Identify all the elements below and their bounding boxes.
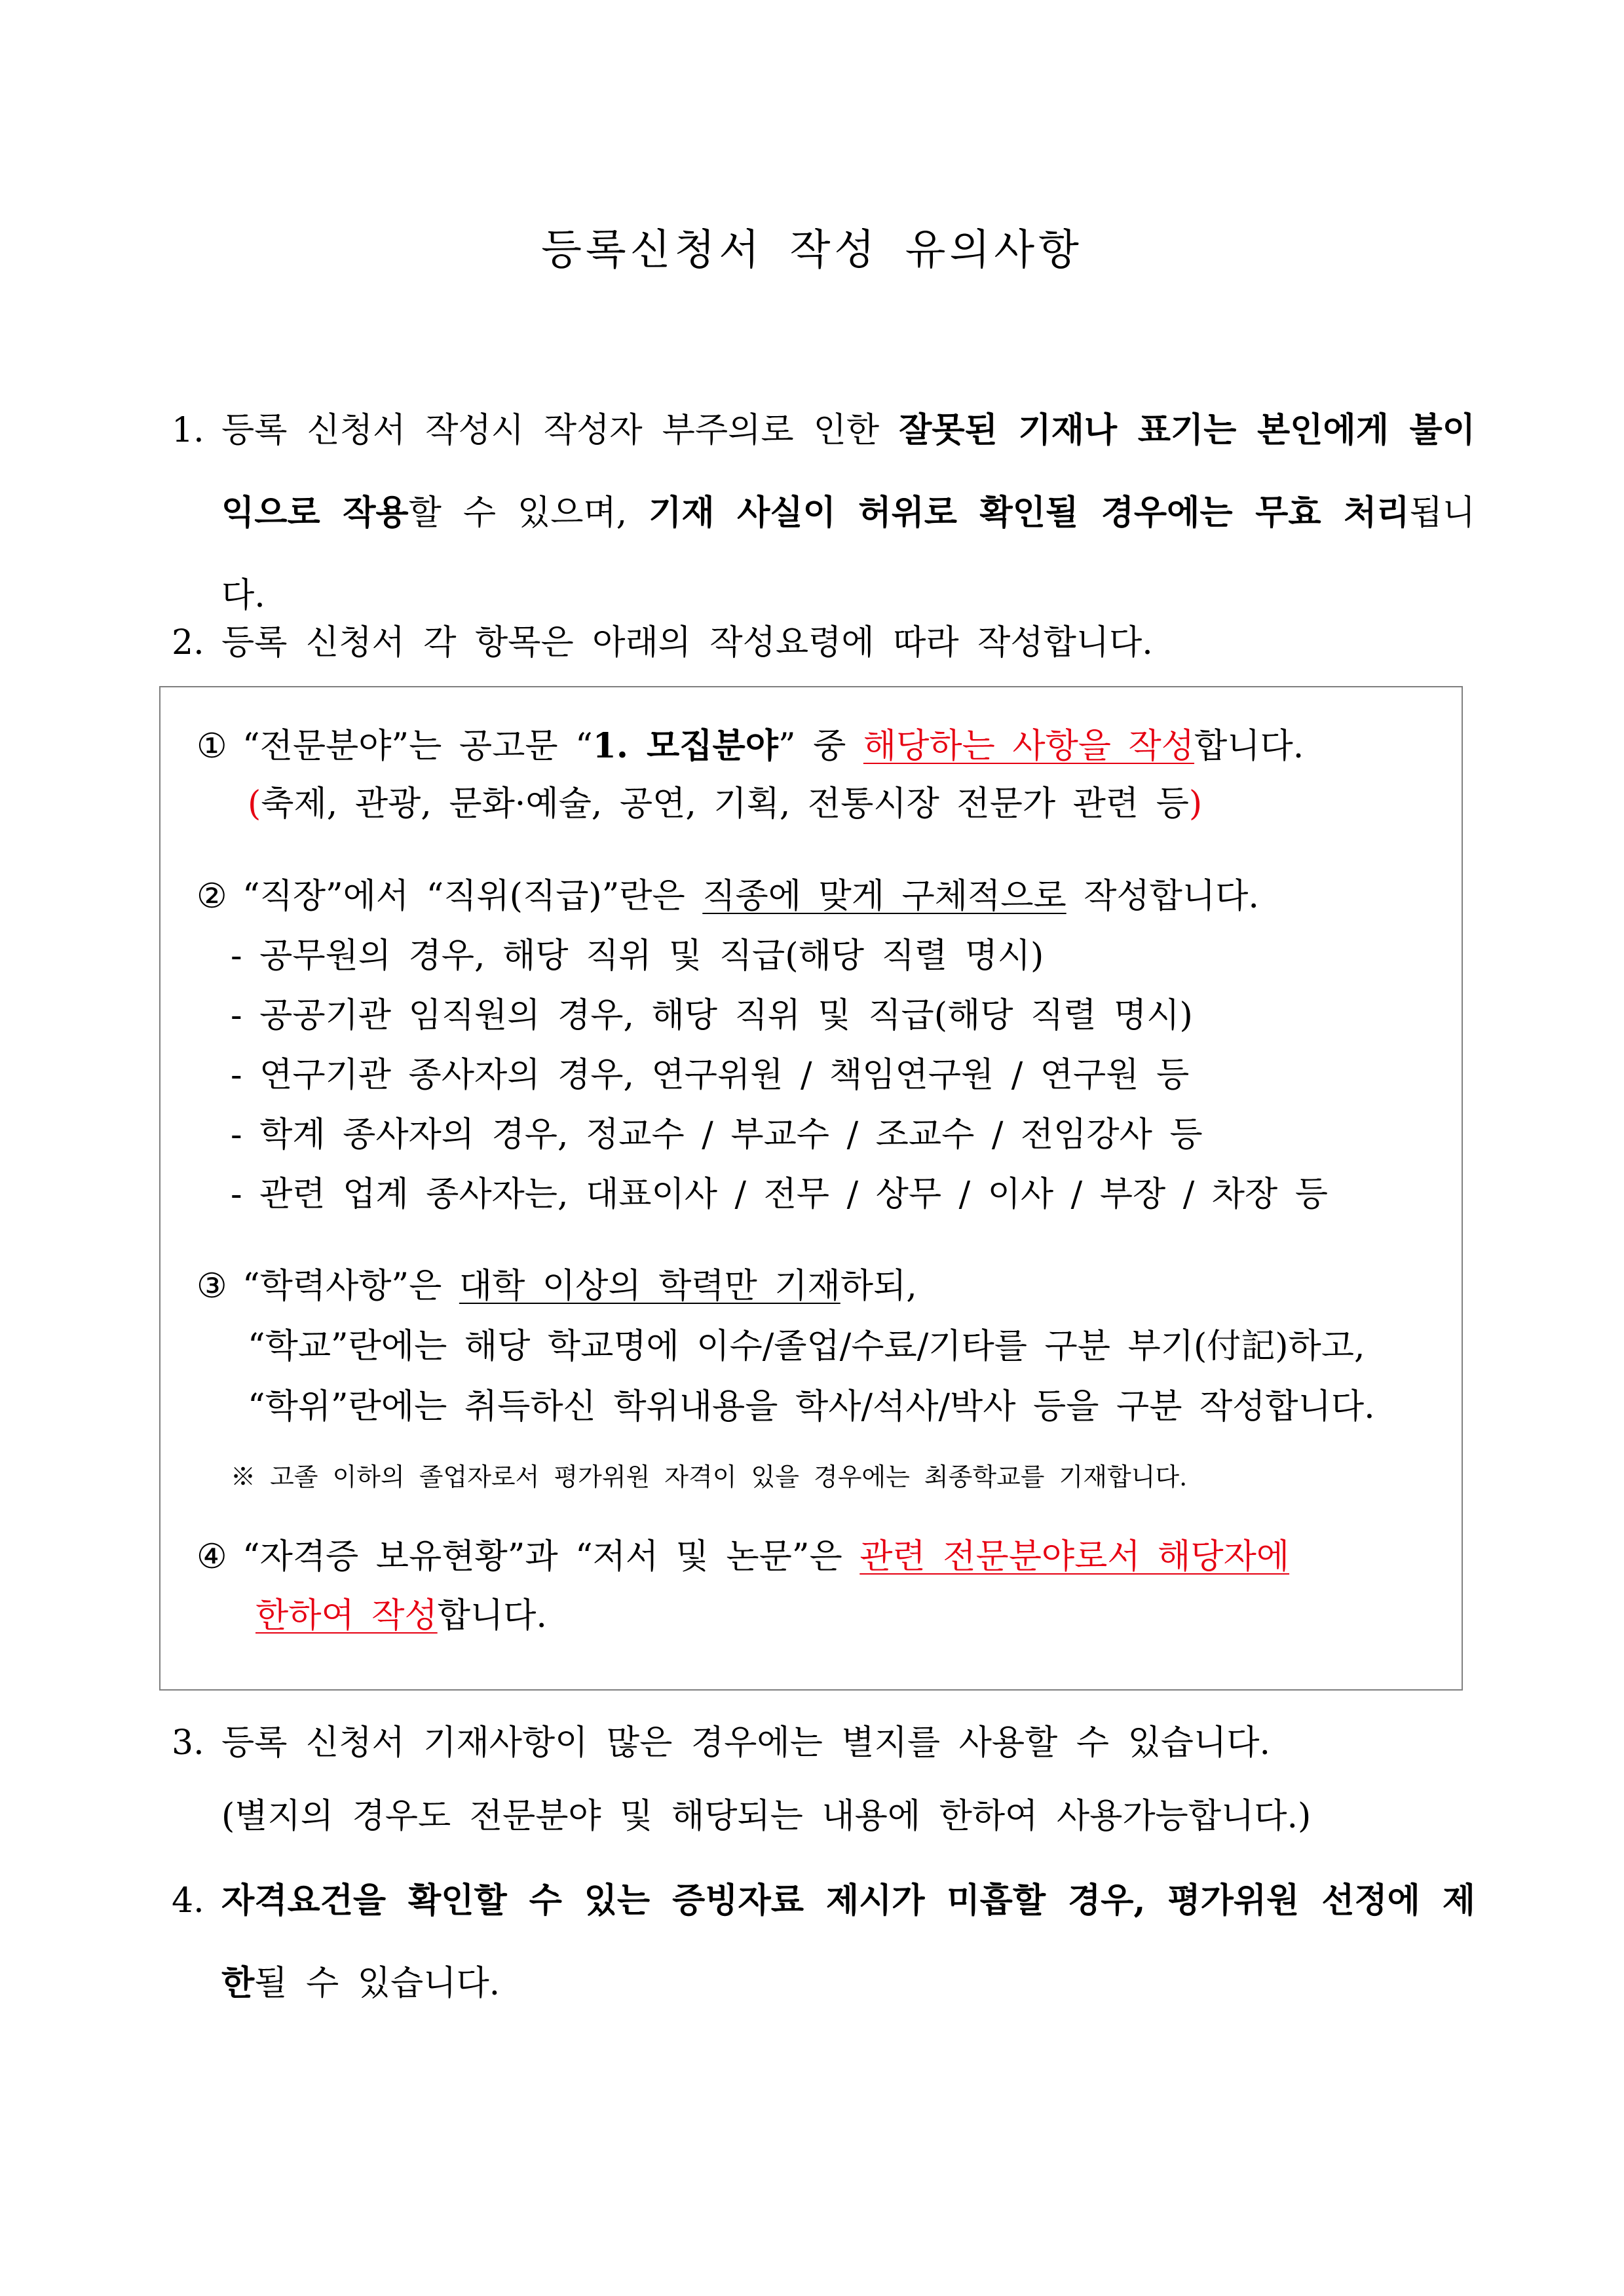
circled-number-1: ① — [197, 727, 227, 766]
item-text: 될 수 있습니다. — [254, 1964, 500, 2003]
underlined-text: 직종에 맞게 구체적으로 — [702, 877, 1067, 916]
box-line: “학위”란에는 취득하신 학위내용을 학사/석사/박사 등을 구분 작성합니다. — [248, 1387, 1375, 1426]
red-paren: ) — [1188, 784, 1203, 824]
page-title: 등록신청서 작성 유의사항 — [541, 226, 1083, 275]
circled-number-3: ③ — [197, 1267, 227, 1306]
box-text: 합니다. — [437, 1596, 547, 1636]
item-body: 등록 신청서 각 항목은 아래의 작성요령에 따라 작성합니다. — [221, 623, 1153, 662]
circled-number-4: ④ — [197, 1537, 227, 1577]
box-line — [255, 1595, 547, 1637]
item-text: 할 수 있으며, — [408, 493, 649, 533]
box-line — [197, 875, 1259, 917]
box-text: “직장”에서 “직위(직급)”란은 — [242, 877, 703, 916]
box-text: 작성합니다. — [1066, 877, 1259, 916]
bullet-item: - 관련 업계 종사자는, 대표이사 / 전무 / 상무 / 이사 / 부장 / 차장 등 — [231, 1175, 1328, 1214]
box-line — [197, 1536, 1289, 1578]
red-paren: ( — [248, 784, 261, 824]
list-item-3 — [172, 1702, 1475, 1784]
red-emphasis: 한하여 작성 — [255, 1596, 438, 1636]
item-bold-text: 자격요건을 확인할 수 있는 증빙자료 제시가 미흡할 경우, 평가위원 선정에 제한 — [221, 1881, 1475, 2003]
list-item-1 — [172, 389, 1475, 637]
list-item-4 — [172, 1860, 1475, 2025]
box-line: “학교”란에는 해당 학교명에 이수/졸업/수료/기타를 구분 부기(付記)하고, — [248, 1327, 1365, 1366]
box-text: ” 중 — [778, 727, 863, 766]
list-item-3-sub — [172, 1775, 1475, 1858]
box-bold-text: 1. 모집분야 — [592, 726, 778, 766]
list-item-2 — [172, 602, 1475, 684]
item-subtext: (별지의 경우도 전문분야 및 해당되는 내용에 한하여 사용가능합니다.) — [221, 1797, 1312, 1836]
item-body — [221, 389, 1475, 637]
bullet-item: - 연구기관 종사자의 경우, 연구위원 / 책임연구원 / 연구원 등 — [231, 1056, 1190, 1095]
item-bold-text: 기재 사실이 허위로 확인될 경우에는 무효 처리 — [649, 493, 1410, 533]
circled-number-2: ② — [197, 877, 227, 916]
box-text: 축제, 관광, 문화·예술, 공연, 기획, 전통시장 전문가 관련 등 — [261, 784, 1189, 824]
bullet-item: - 공공기관 임직원의 경우, 해당 직위 및 직급(해당 직렬 명시) — [231, 996, 1193, 1035]
item-body: 등록 신청서 기재사항이 많은 경우에는 별지를 사용할 수 있습니다. — [221, 1723, 1271, 1763]
item-text: 됩니다. — [221, 493, 1476, 615]
box-line — [197, 725, 1304, 767]
bullet-item: - 학계 종사자의 경우, 정교수 / 부교수 / 조교수 / 전임강사 등 — [231, 1115, 1203, 1155]
box-text: “학력사항”은 — [242, 1267, 459, 1306]
red-emphasis: 관련 전문분야로서 해당자에 — [859, 1537, 1290, 1577]
red-emphasis: 해당하는 사항을 작성 — [863, 727, 1195, 766]
underlined-text: 대학 이상의 학력만 기재 — [459, 1267, 840, 1306]
box-text: “자격증 보유현황”과 “저서 및 논문”은 — [242, 1537, 860, 1577]
bullet-item: - 공무원의 경우, 해당 직위 및 직급(해당 직렬 명시) — [231, 936, 1044, 976]
box-line — [248, 783, 1202, 825]
box-text: 합니다. — [1194, 727, 1304, 766]
box-line — [197, 1265, 917, 1307]
item-text: 등록 신청서 작성시 작성자 부주의로 인한 — [221, 411, 899, 450]
item-bold-text: 잘못된 기재나 표기는 본인에게 불이익으로 작용 — [221, 410, 1475, 533]
item-body — [221, 1860, 1475, 2025]
box-text: 하되, — [840, 1267, 917, 1306]
item-number: 3. — [172, 1723, 204, 1763]
box-text: “전문분야”는 공고문 “ — [242, 727, 593, 766]
item-number: 1. — [172, 411, 204, 450]
item-number: 4. — [172, 1881, 204, 1921]
note-text: ※ 고졸 이하의 졸업자로서 평가위원 자격이 있을 경우에는 최종학교를 기재합니다. — [231, 1463, 1188, 1491]
item-number: 2. — [172, 623, 204, 662]
